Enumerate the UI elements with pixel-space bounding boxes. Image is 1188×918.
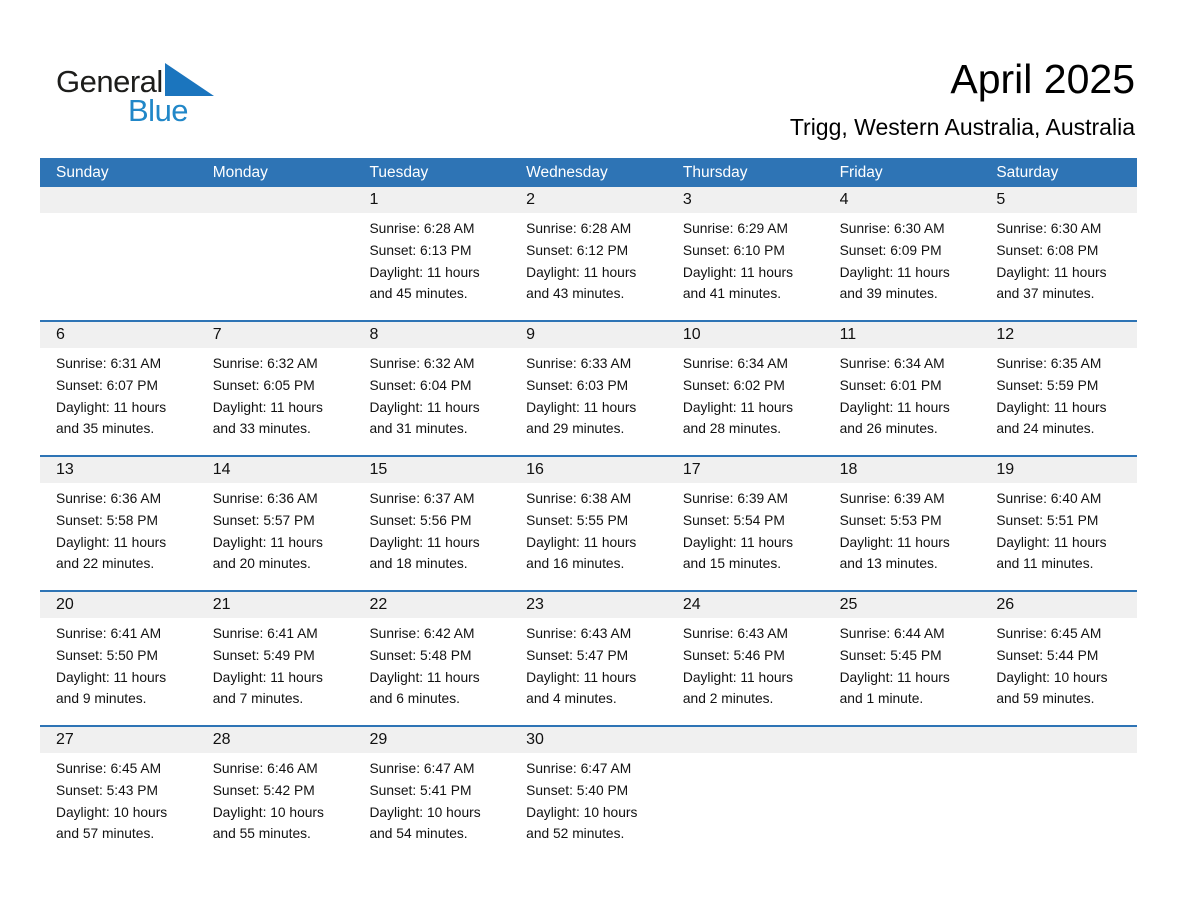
week-row <box>40 455 1137 590</box>
day-number: 27 <box>56 731 74 748</box>
daylight-cont-text: and 28 minutes. <box>682 421 782 437</box>
weekday-header-sunday: Sunday <box>56 164 109 181</box>
day-cell-9 <box>510 322 667 455</box>
daylight-cont-text: and 22 minutes. <box>56 556 155 572</box>
sunrise-text: Sunrise: 6:42 AM <box>369 626 475 641</box>
day-number: 30 <box>526 731 544 748</box>
sunrise-text: Sunrise: 6:28 AM <box>526 221 632 236</box>
day-number: 4 <box>839 191 849 208</box>
day-cell-empty <box>40 187 197 320</box>
daylight-text: Daylight: 11 hours <box>996 399 1107 415</box>
daylight-cont-text: and 7 minutes. <box>212 691 304 707</box>
daylight-text: Daylight: 11 hours <box>839 264 950 280</box>
sunset-text: Sunset: 5:57 PM <box>212 512 315 528</box>
daylight-cont-text: and 13 minutes. <box>839 556 938 572</box>
sunset-text: Sunset: 5:49 PM <box>212 647 315 663</box>
sunset-text: Sunset: 5:58 PM <box>56 512 159 528</box>
day-cell-22 <box>353 592 510 725</box>
day-number: 5 <box>996 191 1006 208</box>
daylight-text: Daylight: 11 hours <box>996 264 1107 280</box>
day-cell-23 <box>510 592 667 725</box>
week-row <box>40 725 1137 860</box>
week-cells <box>40 727 1137 860</box>
daylight-text: Daylight: 11 hours <box>56 669 167 685</box>
day-number: 9 <box>526 326 536 343</box>
day-cell-24 <box>667 592 824 725</box>
day-cell-28 <box>197 727 354 860</box>
day-number: 25 <box>839 596 858 613</box>
sunset-text: Sunset: 5:53 PM <box>839 512 942 528</box>
day-number: 29 <box>369 731 388 748</box>
day-number: 6 <box>56 326 65 343</box>
general-blue-logo <box>56 63 214 126</box>
day-number: 21 <box>212 596 231 613</box>
sunrise-text: Sunrise: 6:44 AM <box>839 626 945 641</box>
logo-triangle-icon <box>165 63 214 96</box>
day-cell-26 <box>980 592 1137 725</box>
sunset-text: Sunset: 5:46 PM <box>682 647 785 663</box>
daylight-text: Daylight: 11 hours <box>839 399 950 415</box>
sunrise-text: Sunrise: 6:37 AM <box>369 491 475 506</box>
day-number: 28 <box>212 731 231 748</box>
sunrise-text: Sunrise: 6:35 AM <box>996 356 1102 371</box>
day-number: 20 <box>56 596 74 613</box>
day-number <box>683 727 818 753</box>
daylight-text: Daylight: 11 hours <box>839 669 950 685</box>
day-number: 18 <box>839 461 858 478</box>
day-number: 23 <box>526 596 544 613</box>
day-number: 13 <box>56 461 74 478</box>
daylight-text: Daylight: 11 hours <box>526 534 637 550</box>
sunset-text: Sunset: 5:45 PM <box>839 647 942 663</box>
sunrise-text: Sunrise: 6:46 AM <box>212 761 318 776</box>
daylight-cont-text: and 45 minutes. <box>369 286 468 302</box>
weekday-header-row <box>40 158 1137 187</box>
day-number <box>996 727 1131 753</box>
sunset-text: Sunset: 6:03 PM <box>526 377 629 393</box>
daylight-text: Daylight: 11 hours <box>369 669 480 685</box>
sunrise-text: Sunrise: 6:36 AM <box>212 491 318 506</box>
daylight-cont-text: and 33 minutes. <box>212 421 311 437</box>
sunset-text: Sunset: 5:40 PM <box>526 782 629 798</box>
daylight-cont-text: and 41 minutes. <box>682 286 782 302</box>
sunset-text: Sunset: 5:47 PM <box>526 647 629 663</box>
sunrise-text: Sunrise: 6:43 AM <box>526 626 632 641</box>
sunrise-text: Sunrise: 6:34 AM <box>839 356 945 371</box>
day-cell-11 <box>824 322 981 455</box>
daylight-cont-text: and 20 minutes. <box>212 556 311 572</box>
day-cell-7 <box>197 322 354 455</box>
sunset-text: Sunset: 5:43 PM <box>56 782 159 798</box>
daylight-cont-text: and 6 minutes. <box>369 691 460 707</box>
sunset-text: Sunset: 6:04 PM <box>369 377 472 393</box>
daylight-cont-text: and 15 minutes. <box>682 556 782 572</box>
daylight-text: Daylight: 10 hours <box>212 804 324 820</box>
logo-text-general: General <box>56 64 163 99</box>
daylight-text: Daylight: 11 hours <box>682 534 794 550</box>
day-cell-4 <box>824 187 981 320</box>
daylight-text: Daylight: 11 hours <box>996 534 1107 550</box>
daylight-text: Daylight: 11 hours <box>56 399 167 415</box>
day-number: 10 <box>682 326 701 343</box>
daylight-cont-text: and 55 minutes. <box>212 826 311 842</box>
daylight-text: Daylight: 11 hours <box>526 264 637 280</box>
sunrise-text: Sunrise: 6:32 AM <box>212 356 318 371</box>
daylight-text: Daylight: 11 hours <box>526 669 637 685</box>
sunrise-text: Sunrise: 6:45 AM <box>996 626 1102 641</box>
sunset-text: Sunset: 6:02 PM <box>682 377 785 393</box>
day-cell-3 <box>667 187 824 320</box>
daylight-cont-text: and 18 minutes. <box>369 556 468 572</box>
daylight-cont-text: and 2 minutes. <box>682 691 774 707</box>
daylight-text: Daylight: 10 hours <box>996 669 1108 685</box>
sunset-text: Sunset: 5:51 PM <box>996 512 1099 528</box>
logo-text-general-row <box>56 63 214 97</box>
day-number: 24 <box>682 596 701 613</box>
daylight-cont-text: and 26 minutes. <box>839 421 938 437</box>
daylight-text: Daylight: 11 hours <box>369 399 480 415</box>
daylight-cont-text: and 9 minutes. <box>56 691 147 707</box>
day-cell-10 <box>667 322 824 455</box>
sunset-text: Sunset: 5:55 PM <box>526 512 629 528</box>
day-number: 15 <box>369 461 388 478</box>
daylight-text: Daylight: 11 hours <box>369 534 480 550</box>
daylight-cont-text: and 29 minutes. <box>526 421 625 437</box>
sunset-text: Sunset: 6:13 PM <box>369 242 472 258</box>
day-cell-8 <box>353 322 510 455</box>
logo-text-blue: Blue <box>128 93 189 128</box>
sunrise-text: Sunrise: 6:38 AM <box>526 491 632 506</box>
day-cell-20 <box>40 592 197 725</box>
sunrise-text: Sunrise: 6:30 AM <box>839 221 945 236</box>
day-number: 19 <box>996 461 1015 478</box>
daylight-cont-text: and 37 minutes. <box>996 286 1095 302</box>
sunset-text: Sunset: 6:08 PM <box>996 242 1099 258</box>
weekday-header-wednesday: Wednesday <box>526 164 608 181</box>
page-title: April 2025 <box>950 56 1135 102</box>
day-number: 12 <box>996 326 1015 343</box>
day-number: 11 <box>839 326 857 343</box>
sunrise-text: Sunrise: 6:43 AM <box>682 626 788 641</box>
week-cells <box>40 457 1137 590</box>
sunrise-text: Sunrise: 6:36 AM <box>56 491 162 506</box>
sunset-text: Sunset: 5:56 PM <box>369 512 472 528</box>
day-cell-1 <box>353 187 510 320</box>
day-cell-19 <box>980 457 1137 590</box>
daylight-text: Daylight: 11 hours <box>526 399 637 415</box>
day-cell-empty <box>980 727 1137 860</box>
daylight-cont-text: and 35 minutes. <box>56 421 155 437</box>
daylight-cont-text: and 24 minutes. <box>996 421 1095 437</box>
sunrise-text: Sunrise: 6:39 AM <box>839 491 945 506</box>
daylight-text: Daylight: 11 hours <box>839 534 950 550</box>
day-number <box>213 187 348 213</box>
week-cells <box>40 592 1137 725</box>
sunset-text: Sunset: 5:50 PM <box>56 647 159 663</box>
daylight-cont-text: and 4 minutes. <box>526 691 617 707</box>
day-cell-6 <box>40 322 197 455</box>
daylight-cont-text: and 43 minutes. <box>526 286 625 302</box>
sunrise-text: Sunrise: 6:33 AM <box>526 356 632 371</box>
daylight-text: Daylight: 11 hours <box>682 264 794 280</box>
day-number <box>56 187 191 213</box>
sunrise-text: Sunrise: 6:45 AM <box>56 761 162 776</box>
week-row <box>40 187 1137 320</box>
sunrise-text: Sunrise: 6:41 AM <box>212 626 318 641</box>
sunset-text: Sunset: 6:07 PM <box>56 377 159 393</box>
weekday-header-thursday: Thursday <box>682 164 748 181</box>
daylight-text: Daylight: 10 hours <box>526 804 638 820</box>
day-number: 3 <box>682 191 692 208</box>
day-number <box>840 727 975 753</box>
day-cell-25 <box>824 592 981 725</box>
sunset-text: Sunset: 6:01 PM <box>839 377 942 393</box>
weekday-header-friday: Friday <box>839 164 883 181</box>
sunrise-text: Sunrise: 6:29 AM <box>682 221 788 236</box>
day-cell-27 <box>40 727 197 860</box>
daylight-cont-text: and 54 minutes. <box>369 826 468 842</box>
daylight-cont-text: and 59 minutes. <box>996 691 1095 707</box>
day-cell-17 <box>667 457 824 590</box>
sunset-text: Sunset: 6:10 PM <box>682 242 785 258</box>
daylight-text: Daylight: 11 hours <box>682 669 794 685</box>
weekday-header-saturday: Saturday <box>996 164 1059 181</box>
sunrise-text: Sunrise: 6:28 AM <box>369 221 475 236</box>
sunset-text: Sunset: 6:12 PM <box>526 242 629 258</box>
daylight-cont-text: and 57 minutes. <box>56 826 155 842</box>
day-cell-29 <box>353 727 510 860</box>
day-cell-5 <box>980 187 1137 320</box>
daylight-text: Daylight: 11 hours <box>212 534 323 550</box>
sunset-text: Sunset: 5:48 PM <box>369 647 472 663</box>
sunrise-text: Sunrise: 6:40 AM <box>996 491 1102 506</box>
day-cell-18 <box>824 457 981 590</box>
day-number: 26 <box>996 596 1015 613</box>
week-cells <box>40 322 1137 455</box>
daylight-text: Daylight: 11 hours <box>212 399 323 415</box>
week-cells <box>40 187 1137 320</box>
daylight-text: Daylight: 11 hours <box>369 264 480 280</box>
day-number: 16 <box>526 461 544 478</box>
day-number: 2 <box>526 191 536 208</box>
daylight-text: Daylight: 11 hours <box>212 669 323 685</box>
day-cell-2 <box>510 187 667 320</box>
sunset-text: Sunset: 5:59 PM <box>996 377 1099 393</box>
sunrise-text: Sunrise: 6:47 AM <box>369 761 475 776</box>
sunset-text: Sunset: 5:41 PM <box>369 782 472 798</box>
day-number: 1 <box>369 191 379 208</box>
weekday-header-tuesday: Tuesday <box>369 164 429 181</box>
page-subtitle: Trigg, Western Australia, Australia <box>789 114 1135 140</box>
day-number: 14 <box>212 461 231 478</box>
day-cell-empty <box>824 727 981 860</box>
daylight-cont-text: and 11 minutes. <box>996 556 1094 572</box>
day-number: 8 <box>369 326 379 343</box>
sunset-text: Sunset: 5:42 PM <box>212 782 315 798</box>
sunrise-text: Sunrise: 6:32 AM <box>369 356 475 371</box>
day-cell-13 <box>40 457 197 590</box>
sunrise-text: Sunrise: 6:39 AM <box>682 491 788 506</box>
sunrise-text: Sunrise: 6:41 AM <box>56 626 162 641</box>
sunset-text: Sunset: 6:05 PM <box>212 377 315 393</box>
weekday-header-monday: Monday <box>212 164 268 181</box>
daylight-cont-text: and 39 minutes. <box>839 286 938 302</box>
week-row <box>40 320 1137 455</box>
sunrise-text: Sunrise: 6:34 AM <box>682 356 788 371</box>
sunrise-text: Sunrise: 6:31 AM <box>56 356 162 371</box>
day-cell-14 <box>197 457 354 590</box>
day-cell-15 <box>353 457 510 590</box>
calendar-weeks <box>40 187 1137 860</box>
calendar-table <box>40 158 1137 860</box>
day-cell-empty <box>197 187 354 320</box>
daylight-cont-text: and 1 minute. <box>839 691 924 707</box>
day-number: 7 <box>212 326 222 343</box>
daylight-text: Daylight: 10 hours <box>56 804 168 820</box>
day-number: 17 <box>682 461 701 478</box>
daylight-cont-text: and 16 minutes. <box>526 556 625 572</box>
day-number: 22 <box>369 596 388 613</box>
daylight-text: Daylight: 11 hours <box>682 399 794 415</box>
daylight-cont-text: and 31 minutes. <box>369 421 468 437</box>
day-cell-12 <box>980 322 1137 455</box>
daylight-cont-text: and 52 minutes. <box>526 826 625 842</box>
sunset-text: Sunset: 5:44 PM <box>996 647 1099 663</box>
sunrise-text: Sunrise: 6:47 AM <box>526 761 632 776</box>
daylight-text: Daylight: 10 hours <box>369 804 481 820</box>
day-cell-empty <box>667 727 824 860</box>
daylight-text: Daylight: 11 hours <box>56 534 167 550</box>
day-cell-21 <box>197 592 354 725</box>
sunset-text: Sunset: 6:09 PM <box>839 242 942 258</box>
sunrise-text: Sunrise: 6:30 AM <box>996 221 1102 236</box>
sunset-text: Sunset: 5:54 PM <box>682 512 785 528</box>
day-cell-16 <box>510 457 667 590</box>
day-cell-30 <box>510 727 667 860</box>
week-row <box>40 590 1137 725</box>
